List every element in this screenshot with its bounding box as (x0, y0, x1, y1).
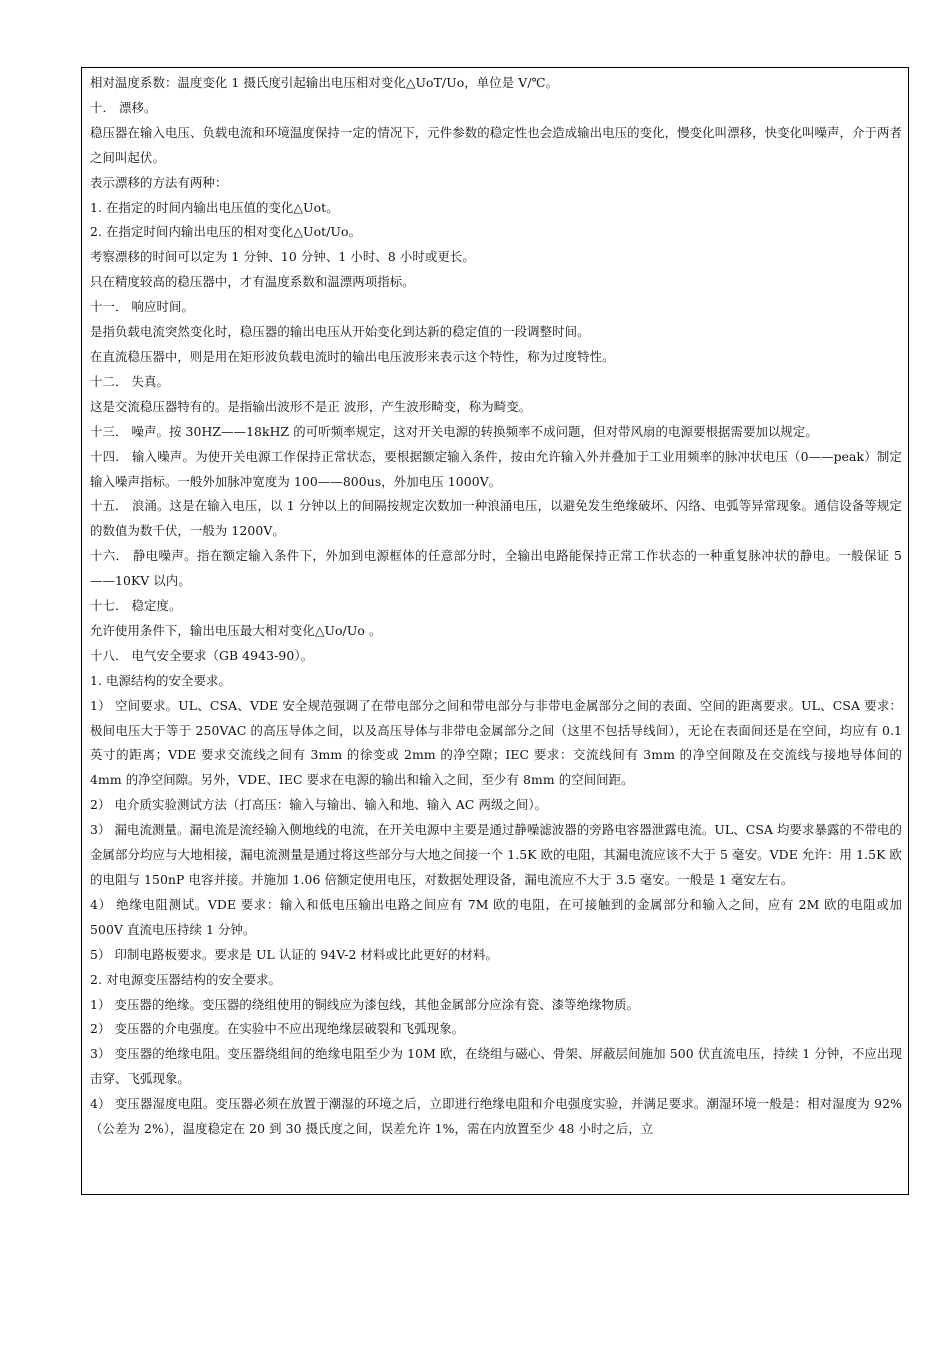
paragraph-distortion: 这是交流稳压器特有的。是指输出波形不是正 波形，产生波形畸变，称为畸变。 (90, 398, 532, 414)
list-item-transformer-insulation-resistance: 3） 变压器的绝缘电阻。变压器绕组间的绝缘电阻至少为 10M 欧，在绕组与磁心、骨架、屏蔽层间施加 500 伏直流电压，持续 1 分钟，不应出现击穿、飞弧现象。 (90, 1046, 902, 1087)
list-item-drift-1: 1. 在指定的时间内输出电压值的变化△Uot。 (90, 199, 339, 215)
heading-distortion: 十二． 失真。 (90, 373, 169, 389)
heading-electrical-safety: 十八． 电气安全要求（GB 4943-90）。 (90, 647, 314, 663)
paragraph-response-definition: 是指负载电流突然变化时，稳压器的输出电压从开始变化到达新的稳定值的一段调整时间。 (90, 324, 590, 340)
list-item-drift-2: 2. 在指定时间内输出电压的相对变化△Uot/Uo。 (90, 224, 362, 240)
heading-drift: 十． 漂移。 (90, 99, 157, 115)
list-item-pcb-requirement: 5） 印制电路板要求。要求是 UL 认证的 94V-2 材料或比此更好的材料。 (90, 946, 498, 962)
heading-stability: 十七． 稳定度。 (90, 598, 182, 614)
paragraph-drift-methods: 表示漂移的方法有两种： (90, 174, 228, 190)
list-item-leakage-current: 3） 漏电流测量。漏电流是流经输入侧地线的电流，在开关电源中主要是通过静噪滤波器的旁路电容器泄露电流。UL、CSA 均要求暴露的不带电的金属部分均应与大地相接，漏电流测量是通过将这些部分与大地之间接一个 1.5K 欧的电阻，其漏电流应该不大于 5 毫安。VDE 允许：用 1.5K 欧的电阻与 150nP 电容并接。并施加 1.06 倍额定使用电压，对数据处理设备，漏电流应不大于 3.5 毫安。一般是 1 毫安左右。 (90, 822, 902, 887)
paragraph-input-noise: 十四． 输入噪声。为使开关电源工作保持正常状态，要根据额定输入条件，按由允许输入外并叠加于工业用频率的脉冲状电压（0——peak）制定输入噪声指标。一般外加脉冲宽度为 100——800us，外加电压 1000V。 (90, 448, 902, 489)
list-item-transformer-humidity: 4） 变压器湿度电阻。变压器必须在放置于潮湿的环境之后，立即进行绝缘电阻和介电强度实验，并满足要求。潮湿环境一般是：相对湿度为 92%（公差为 2%），温度稳定在 20 到 30 摄氏度之间，误差允许 1%，需在内放置至少 48 小时之后，立 (90, 1096, 902, 1137)
list-item-space-requirement: 1） 空间要求。UL、CSA、VDE 安全规范强调了在带电部分之间和带电部分与非带电金属部分之间的表面、空间的距离要求。UL、CSA 要求：极间电压大于等于 250VAC 的高压导体之间，以及高压导体与非带电金属部分之间（这里不包括导线间），无论在表面间还是在空间，均应有 0.1 英寸的距离；VDE 要求交流线之间有 3mm 的徐变或 2mm 的净空隙；IEC 要求：交流线间有 3mm 的净空间隙及在交流线与接地导体间的 4mm 的净空间隙。另外，VDE、IEC 要求在电源的输出和输入之间，至少有 8mm 的空间间距。 (90, 697, 902, 788)
paragraph-response-dc: 在直流稳压器中，则是用在矩形波负载电流时的输出电压波形来表示这个特性，称为过度特性。 (90, 348, 615, 364)
list-item-transformer-insulation: 1） 变压器的绝缘。变压器的绕组使用的铜线应为漆包线，其他金属部分应涂有瓷、漆等绝缘物质。 (90, 996, 640, 1012)
paragraph-static-noise: 十六． 静电噪声。指在额定输入条件下，外加到电源框体的任意部分时，全输出电路能保持正常工作状态的一种重复脉冲状的静电。一般保证 5——10KV 以内。 (90, 548, 902, 589)
heading-response-time: 十一． 响应时间。 (90, 299, 194, 315)
document-frame (81, 67, 909, 1195)
list-item-structure-safety: 1. 电源结构的安全要求。 (90, 672, 231, 688)
paragraph-drift-definition: 稳压器在输入电压、负载电流和环境温度保持一定的情况下，元件参数的稳定性也会造成输出电压的变化，慢变化叫漂移，快变化叫噪声，介于两者之间叫起伏。 (90, 124, 902, 165)
list-item-dielectric-test: 2） 电介质实验测试方法（打高压：输入与输出、输入和地、输入 AC 两级之间）。 (90, 797, 548, 813)
paragraph-surge: 十五． 浪涌。这是在输入电压，以 1 分钟以上的间隔按规定次数加一种浪涌电压，以避免发生绝缘破坏、闪络、电弧等异常现象。通信设备等规定的数值为数千伏，一般为 1200V。 (90, 498, 902, 539)
paragraph-noise: 十三． 噪声。按 30HZ——18kHZ 的可听频率规定，这对开关电源的转换频率不成问题，但对带风扇的电源要根据需要加以规定。 (90, 423, 818, 439)
list-item-insulation-resistance: 4） 绝缘电阻测试。VDE 要求：输入和低电压输出电路之间应有 7M 欧的电阻，在可接触到的金属部分和输入之间，应有 2M 欧的电阻或加 500V 直流电压持续 1 分钟。 (90, 896, 902, 937)
paragraph-temp-coefficient: 相对温度系数：温度变化 1 摄氏度引起输出电压相对变化△UoT/Uo，单位是 V/℃。 (90, 75, 559, 90)
paragraph-drift-time: 考察漂移的时间可以定为 1 分钟、10 分钟、1 小时、8 小时或更长。 (90, 249, 475, 265)
document-body (90, 71, 902, 1142)
list-item-transformer-dielectric: 2） 变压器的介电强度。在实验中不应出现绝缘层破裂和飞弧现象。 (90, 1021, 465, 1037)
list-item-transformer-safety: 2. 对电源变压器结构的安全要求。 (90, 971, 281, 987)
paragraph-stability: 允许使用条件下，输出电压最大相对变化△Uo/Uo 。 (90, 622, 382, 638)
paragraph-drift-precision: 只在精度较高的稳压器中，才有温度系数和温漂两项指标。 (90, 274, 415, 290)
